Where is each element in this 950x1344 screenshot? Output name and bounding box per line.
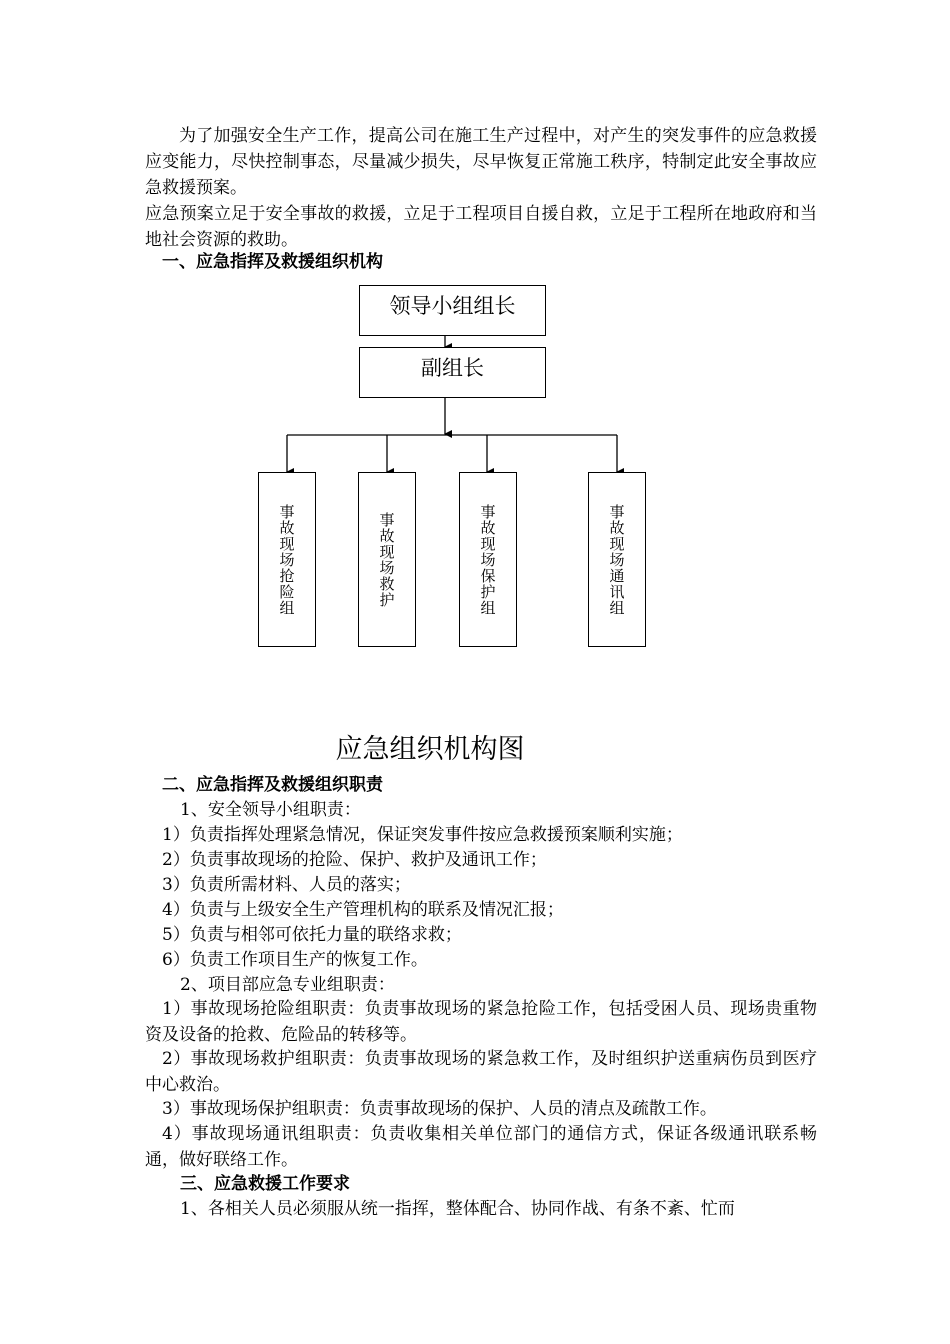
sub1-item-6: 6）负责工作项目生产的恢复工作。 xyxy=(162,950,428,970)
sub1-item-3: 3）负责所需材料、人员的落实； xyxy=(162,875,411,895)
sub2-item-4: 4）事故现场通讯组职责：负责收集相关单位部门的通信方式，保证各级通讯联系畅通，做好联络工作。 xyxy=(145,1124,817,1170)
group-box-communication xyxy=(588,472,646,647)
section-3-heading: 三、应急救援工作要求 xyxy=(180,1174,350,1194)
group-label-rescue: 事故现场抢险组 xyxy=(277,503,296,616)
sub2-item-1: 1）事故现场抢险组职责：负责事故现场的紧急抢险工作，包括受困人员、现场贵重物资及设备的抢救、危险品的转移等。 xyxy=(145,999,817,1045)
group-box-protection xyxy=(459,472,517,647)
section-1-heading: 一、应急指挥及救援组织机构 xyxy=(162,252,383,272)
org-chart-caption: 应急组织机构图 xyxy=(335,734,525,765)
leader-label: 领导小组组长 xyxy=(389,294,516,318)
deputy-box xyxy=(359,347,546,398)
group-label-firstaid: 事故现场救护 xyxy=(377,511,396,608)
sub2-item-3: 3）事故现场保护组职责：负责事故现场的保护、人员的清点及疏散工作。 xyxy=(162,1099,717,1119)
group-box-firstaid xyxy=(358,472,416,647)
intro-paragraph-1: 为了加强安全生产工作，提高公司在施工生产过程中，对产生的突发事件的应急救援应变能力，尽快控制事态，尽量减少损失，尽早恢复正常施工秩序，特制定此安全事故应急救援预案。 xyxy=(145,126,817,198)
sub1-item-4: 4）负责与上级安全生产管理机构的联系及情况汇报； xyxy=(162,900,564,920)
group-label-protection: 事故现场保护组 xyxy=(478,503,497,616)
intro-paragraph-2: 应急预案立足于安全事故的救援，立足于工程项目自援自救，立足于工程所在地政府和当地社会资源的救助。 xyxy=(145,204,817,250)
section-2-heading: 二、应急指挥及救援组织职责 xyxy=(162,775,383,795)
sub2-title: 2、项目部应急专业组职责： xyxy=(180,975,395,995)
deputy-label: 副组长 xyxy=(421,356,484,380)
group-box-rescue xyxy=(258,472,316,647)
leader-box xyxy=(359,285,546,336)
group-label-communication: 事故现场通讯组 xyxy=(607,503,626,616)
sub1-item-5: 5）负责与相邻可依托力量的联络求救； xyxy=(162,925,462,945)
sub1-item-2: 2）负责事故现场的抢险、保护、救护及通讯工作； xyxy=(162,850,547,870)
sub1-item-1: 1）负责指挥处理紧急情况，保证突发事件按应急救援预案顺利实施； xyxy=(162,825,683,845)
sub1-title: 1、安全领导小组职责： xyxy=(180,800,361,820)
section-3-item-1: 1、各相关人员必须服从统一指挥，整体配合、协同作战、有条不紊、忙而 xyxy=(180,1199,735,1219)
sub2-item-2: 2）事故现场救护组职责：负责事故现场的紧急救工作，及时组织护送重病伤员到医疗中心救治。 xyxy=(145,1049,817,1095)
